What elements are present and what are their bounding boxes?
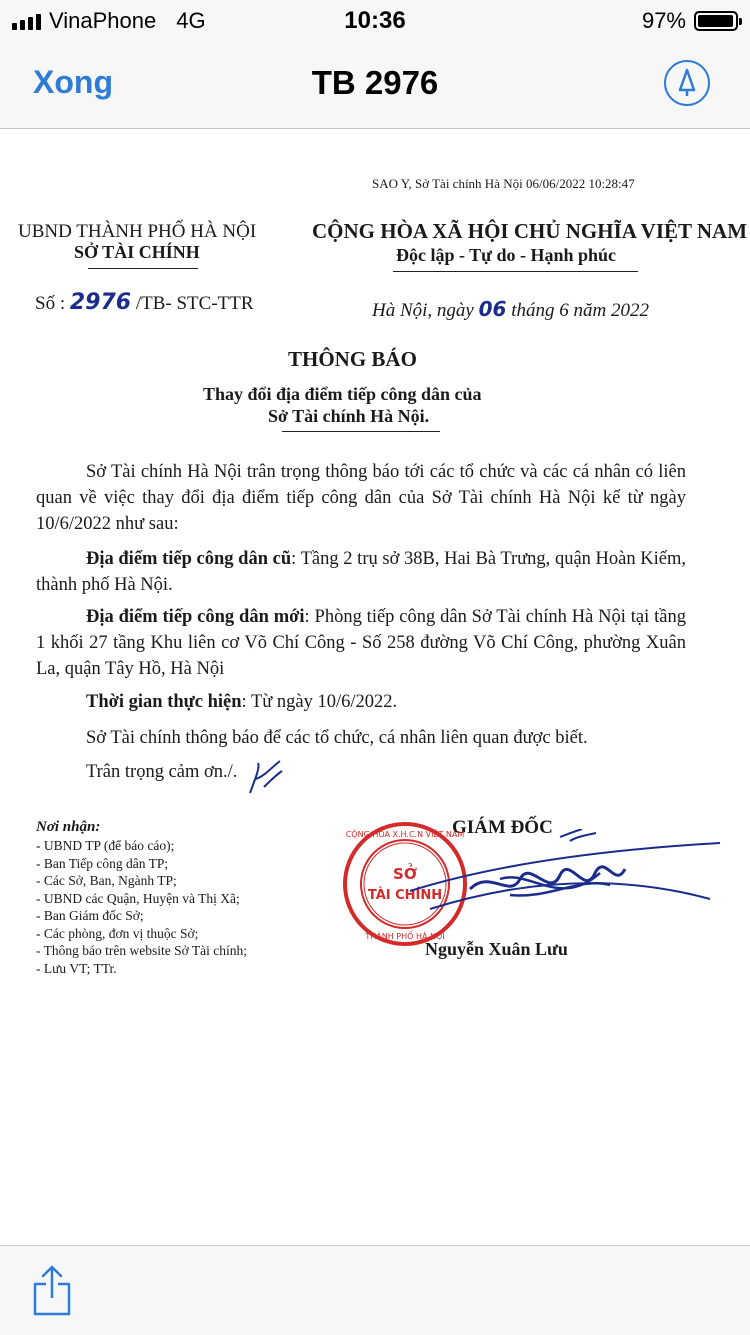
divider	[282, 431, 440, 432]
carrier-name: VinaPhone	[49, 8, 157, 33]
status-bar	[0, 0, 750, 40]
document-page	[0, 129, 750, 1245]
old-location-paragraph	[36, 546, 686, 598]
list-item: - Các phòng, đơn vị thuộc Sở;	[36, 925, 199, 941]
number-prefix: Số :	[35, 293, 66, 314]
document-title: TB 2976	[311, 64, 439, 101]
svg-text:THÀNH PHỐ HÀ NỘI: THÀNH PHỐ HÀ NỘI	[365, 932, 445, 941]
notice-subtitle-line-2: Sở Tài chính Hà Nội.	[268, 406, 430, 426]
number-suffix: /TB- STC-TTR	[135, 293, 254, 314]
markup-pen-icon	[674, 68, 700, 98]
signer-title: GIÁM ĐỐC	[452, 817, 553, 838]
list-item: - Các Sở, Ban, Ngành TP;	[36, 873, 177, 888]
new-location-text: : Phòng tiếp công dân Sở Tài chính Hà Nội tại tầng 1 khối 27 tầng Khu liên cơ Võ Chí Công - Số 258 đường Võ Chí Công, phường Xuân La, quận Tây Hồ, Hà Nội	[36, 607, 686, 679]
effective-time-label: Thời gian thực hiện	[86, 692, 242, 712]
notice-title: THÔNG BÁO	[288, 347, 417, 371]
markup-button[interactable]	[664, 60, 710, 106]
network-type: 4G	[176, 8, 206, 33]
battery-icon	[694, 11, 738, 31]
thanks-line: Trân trọng cảm ơn./.	[86, 762, 238, 782]
battery-percent: 97%	[641, 8, 686, 33]
department-name: SỞ TÀI CHÍNH	[74, 242, 200, 262]
svg-text:TÀI CHÍNH: TÀI CHÍNH	[367, 888, 443, 903]
divider	[88, 268, 198, 269]
list-item: - Lưu VT; TTr.	[36, 960, 117, 976]
svg-text:SỞ: SỞ	[393, 865, 417, 883]
clock: 10:36	[344, 7, 406, 34]
notice-subtitle-line-1: Thay đổi địa điểm tiếp công dân của	[203, 384, 482, 404]
republic-header: CỘNG HÒA XÃ HỘI CHỦ NGHĨA VIỆT NAM	[312, 219, 748, 243]
old-location-label: Địa điểm tiếp công dân cũ	[86, 549, 292, 569]
list-item: - Ban Tiếp công dân TP;	[36, 855, 169, 871]
effective-time-paragraph	[36, 689, 686, 715]
date-prefix: Hà Nội, ngày	[372, 300, 474, 321]
old-location-text: : Tầng 2 trụ sở 38B, Hai Bà Trưng, quận Hoàn Kiếm, thành phố Hà Nội.	[36, 549, 686, 595]
new-location-paragraph	[36, 604, 686, 682]
date-suffix: tháng 6 năm 2022	[511, 300, 649, 321]
share-icon[interactable]	[31, 1264, 73, 1316]
effective-time-text: : Từ ngày 10/6/2022.	[241, 692, 398, 712]
document-date	[372, 297, 649, 322]
bottom-toolbar	[0, 1245, 750, 1335]
agency-name: UBND THÀNH PHỐ HÀ NỘI	[18, 221, 257, 242]
copy-note: SAO Y, Sở Tài chính Hà Nội 06/06/2022 10:28:47	[372, 176, 635, 191]
date-day-handwritten: 06	[478, 297, 507, 321]
recipients-header: Nơi nhận:	[36, 819, 101, 835]
document-number	[35, 290, 254, 315]
recipients-list	[36, 837, 247, 977]
list-item: - UBND TP (để báo cáo);	[36, 838, 175, 853]
divider	[393, 271, 638, 272]
intro-paragraph: Sở Tài chính Hà Nội trân trọng thông báo tới các tổ chức và các cá nhân có liên quan về việc thay đổi địa điểm tiếp công dân của Sở Tài chính Hà Nội kể từ ngày 10/6/2022 như sau:	[36, 462, 686, 534]
initial-mark-icon	[246, 757, 286, 797]
number-handwritten: 2976	[69, 290, 132, 315]
signature-icon	[400, 829, 730, 939]
inform-paragraph: Sở Tài chính thông báo để các tổ chức, cá nhân liên quan được biết.	[86, 728, 588, 748]
new-location-label: Địa điểm tiếp công dân mới	[86, 607, 305, 627]
navigation-bar	[0, 40, 750, 129]
signer-name: Nguyễn Xuân Lưu	[425, 939, 568, 959]
list-item: - Ban Giám đốc Sở;	[36, 908, 144, 923]
national-motto: Độc lập - Tự do - Hạnh phúc	[396, 245, 617, 265]
done-button[interactable]: Xong	[33, 64, 113, 100]
list-item: - UBND các Quận, Huyện và Thị Xã;	[36, 890, 240, 906]
svg-text:CỘNG HÒA X.H.C.N VIỆT NAM: CỘNG HÒA X.H.C.N VIỆT NAM	[345, 830, 465, 839]
list-item: - Thông báo trên website Sở Tài chính;	[36, 943, 247, 958]
battery-group	[642, 8, 738, 34]
